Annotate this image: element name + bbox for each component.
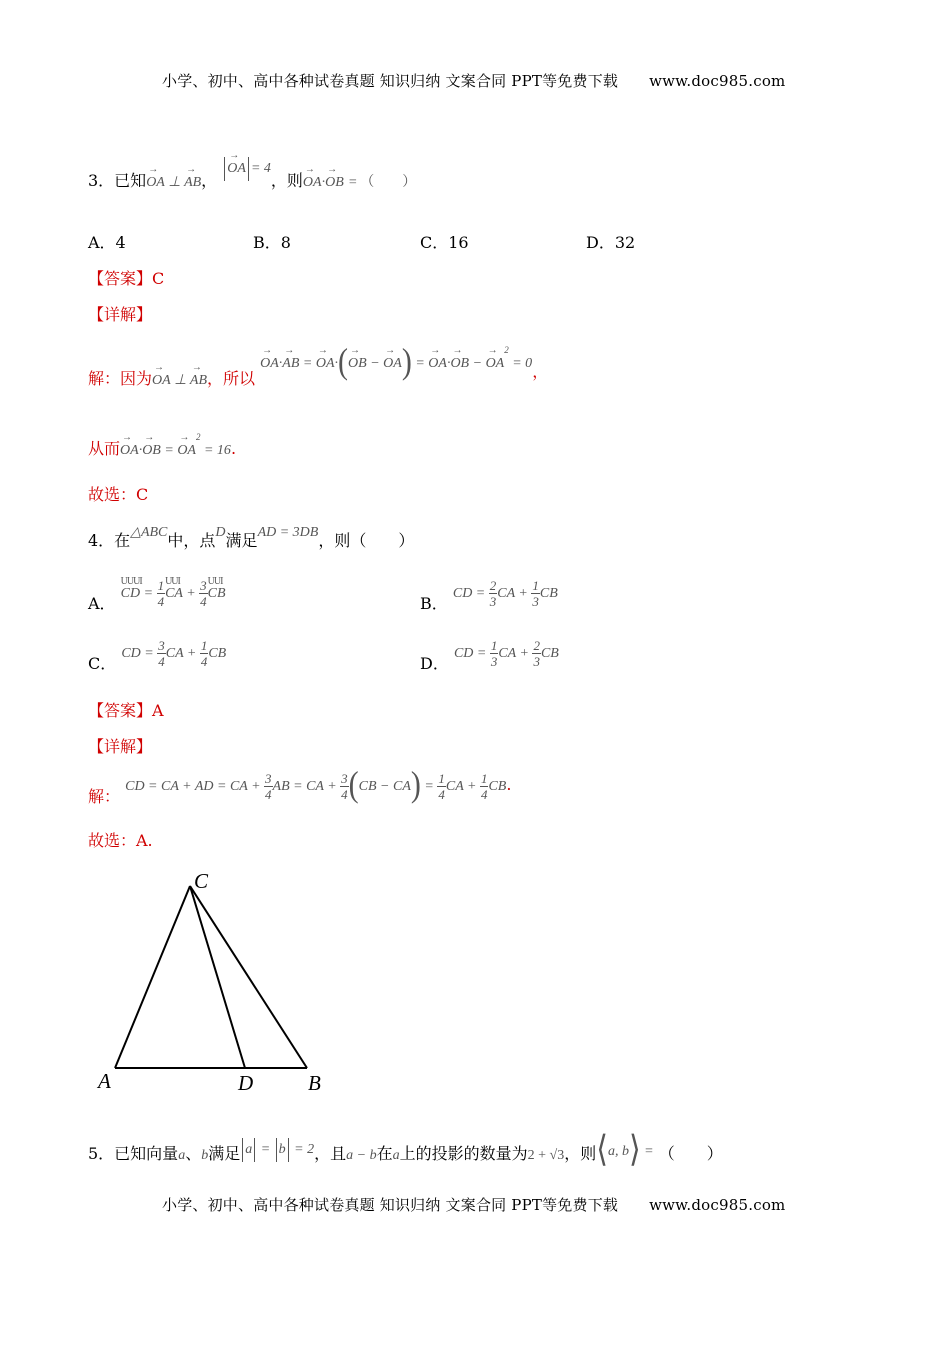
q4-mid1: 中，点 (167, 531, 216, 550)
segment-ac (115, 886, 190, 1068)
q5-mid4: 上的投影的数量为 (399, 1144, 528, 1163)
q4-option-a: A． UUUI CD = $\frac{1}{4}$ UUI CA + $\frac{3}{4}$ UUI CB (88, 575, 226, 613)
q5-on-a: a (392, 1148, 400, 1163)
q3-choice: 故选：C (88, 485, 149, 504)
q3-sol2-prefix: 从而 (88, 439, 121, 458)
q3-option-c: C．16 (420, 233, 469, 252)
q5-stem (88, 1129, 723, 1171)
footer-text: 小学、初中、高中各种试卷真题 知识归纳 文案合同 PPT等免费下载 (162, 1196, 619, 1214)
q3-sol1-cond: → OA ⊥ → AB (152, 373, 207, 388)
q4-solution (88, 764, 512, 806)
q3-stem (88, 161, 417, 195)
q4-sol-end: . (506, 775, 512, 794)
segment-cd (190, 886, 245, 1068)
q5-tail: （ ） (658, 1144, 723, 1163)
q4-point-d: D (215, 525, 226, 540)
q5-value: 2 + √3 (527, 1148, 565, 1163)
q5-cond1: a = b = 2 (240, 1142, 314, 1157)
q3-sol2-end: . (230, 439, 237, 458)
q3-sep2: ，则 (270, 171, 303, 190)
q3-product: → OA·→ OB (303, 175, 344, 190)
q5-mid3: 在 (376, 1144, 393, 1163)
q4-triangle-figure (90, 866, 340, 1098)
q5-mid5: ，则 (564, 1144, 597, 1163)
q4-detail-label: 【详解】 (88, 737, 153, 756)
q3-cond1: → OA ⊥ → AB (146, 175, 201, 190)
page-header (162, 70, 785, 91)
q3-sol1-equation: → OA·→ AB = → OA·(→ OB − → OA) = → OA·→ OB − → $OA^2 = 0$ (260, 356, 532, 371)
q3-solution-line2 (88, 432, 236, 459)
q3-cond2: → OA = 4 (222, 161, 271, 176)
q4-option-d: D． CD = $\frac{1}{3}$ CA + $\frac{2}{3}$ CB (420, 638, 559, 673)
q4-triangle: △ABC (130, 525, 168, 540)
header-site: www.doc985.com (649, 72, 786, 90)
q4-sol-prefix: 解： (88, 787, 121, 806)
q3-sol1-prefix: 解：因为 (88, 369, 153, 388)
q3-answer: 【答案】C (88, 269, 165, 288)
q5-angle: ⟨a, b⟩ = (596, 1129, 654, 1170)
q3-sol1-mid: ，所以 (207, 369, 256, 388)
q4-mid2: 满足 (225, 531, 258, 550)
q3-option-d: D．32 (586, 233, 636, 252)
q5-mid1: 满足 (208, 1144, 241, 1163)
q5-vec-a: a (178, 1148, 186, 1163)
label-c: C (194, 869, 209, 893)
label-b: B (308, 1071, 321, 1095)
q5-mid2: ，且 (314, 1144, 347, 1163)
q3-sep1: ， (201, 171, 218, 190)
segment-bc (190, 886, 307, 1068)
q5-sep: 、 (185, 1144, 202, 1163)
footer-site: www.doc985.com (649, 1196, 786, 1214)
q4-condition: AD = 3DB (257, 525, 319, 540)
q3-detail-label: 【详解】 (88, 305, 153, 324)
label-d: D (238, 1071, 254, 1095)
q3-sol2-equation: → OA·→ OB = → $OA^2 = 16$ (120, 443, 231, 458)
q3-option-a: A．4 (88, 233, 126, 252)
q4-tail: ，则（ ） (318, 531, 415, 550)
q5-diff: a − b (346, 1148, 377, 1163)
header-text: 小学、初中、高中各种试卷真题 知识归纳 文案合同 PPT等免费下载 (162, 72, 619, 90)
q3-sol1-end: ， (532, 362, 549, 381)
q4-option-c: C． CD = $\frac{3}{4}$ CA + $\frac{1}{4}$ CB (88, 638, 227, 673)
label-a: A (98, 1069, 111, 1093)
q4-number: 4．在 (88, 531, 131, 550)
q4-choice: 故选：A. (88, 831, 153, 850)
q3-option-b: B．8 (253, 233, 291, 252)
q4-stem (88, 525, 415, 551)
page-footer (162, 1194, 785, 1215)
q5-vec-b: b (201, 1148, 209, 1163)
q4-answer: 【答案】A (88, 701, 164, 720)
q3-solution-line1 (88, 341, 549, 388)
q4-sol-equation: CD = CA + AD = CA + $\frac{3}{4}$ AB = CA + $\frac{3}{4}$ (CB − CA) = $\frac{1}{4}$ CA + $\frac{1}{4}$ CB (125, 764, 507, 805)
q3-number: 3．已知 (88, 171, 147, 190)
q5-number: 5．已知向量 (88, 1144, 179, 1163)
q3-tail: = （ ） (348, 175, 417, 190)
q4-option-b: B． CD = $\frac{2}{3}$ CA + $\frac{1}{3}$ CB (420, 578, 558, 613)
